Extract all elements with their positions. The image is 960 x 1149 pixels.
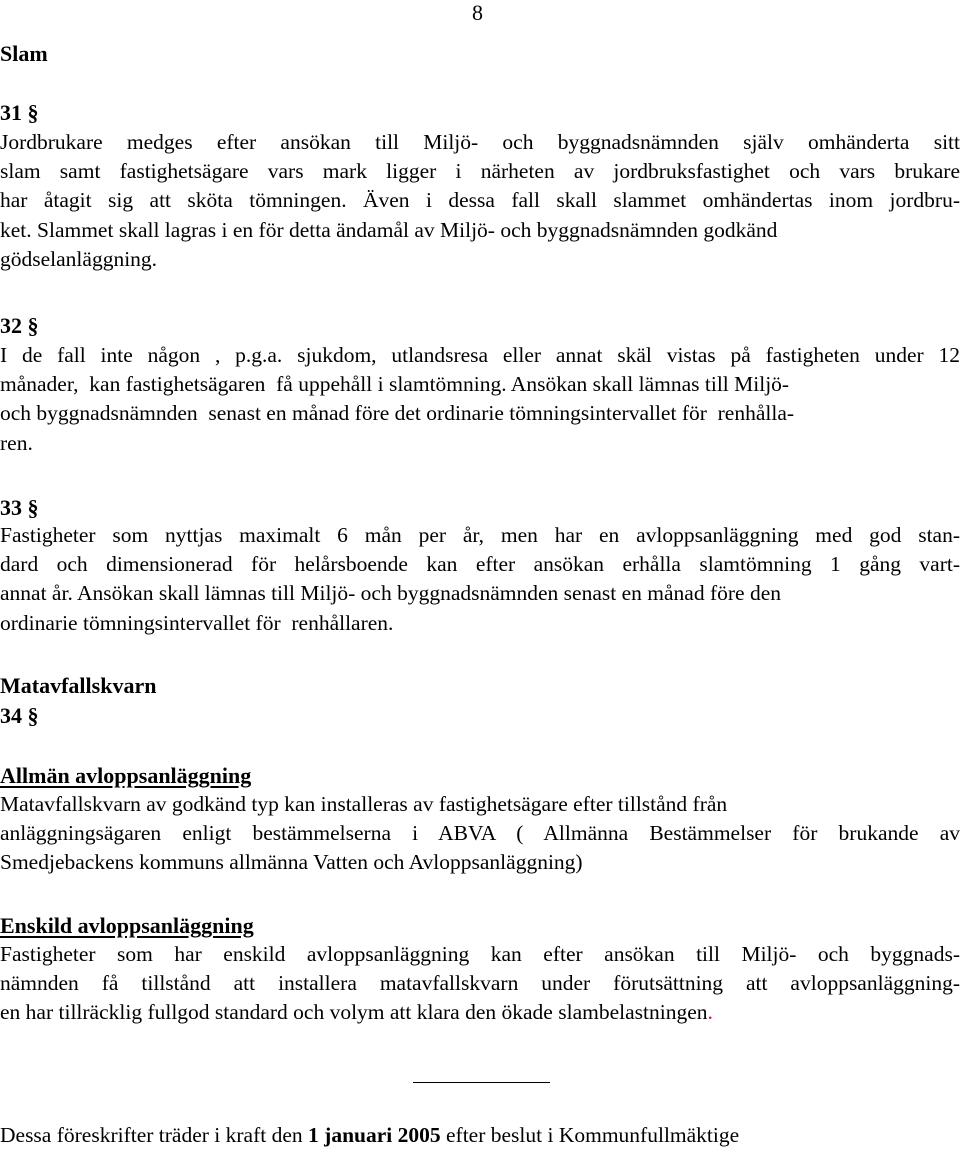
text-line: ren. bbox=[0, 430, 33, 455]
section-33-number: 33 bbox=[0, 495, 22, 520]
text-line: nämnden få tillstånd att installera matavfallskvarn under förutsättning att avloppsanläggning- bbox=[0, 971, 960, 996]
text-line: slam samt fastighetsägare vars mark ligger i närheten av jordbruksfastighet och vars brukare bbox=[0, 159, 960, 184]
heading-allman-avloppsanlaggning: Allmän avloppsanläggning bbox=[0, 763, 252, 788]
section-34-heading bbox=[0, 702, 39, 730]
section-symbol: § bbox=[27, 313, 39, 338]
enskild-paragraph bbox=[0, 940, 960, 1028]
text-line: Fastigheter som har enskild avloppsanläggning kan efter ansökan till Miljö- och byggnads- bbox=[0, 942, 960, 966]
heading-matavfallskvarn: Matavfallskvarn bbox=[0, 673, 157, 698]
text-line: I de fall inte någon , p.g.a. sjukdom, utlandsresa eller annat skäl vistas på fastigheten under 12 bbox=[0, 343, 960, 367]
text-line bbox=[0, 998, 960, 1027]
page-number: 8 bbox=[472, 0, 483, 25]
section-33-paragraph bbox=[0, 521, 960, 638]
text-line: Jordbrukare medges efter ansökan till Miljö- och byggnadsnämnden själv omhänderta sitt bbox=[0, 130, 960, 154]
text-line-main: en har tillräcklig fullgod standard och volym att klara den ökade slambelastningen bbox=[0, 1000, 708, 1025]
footer-after: efter beslut i Kommunfullmäktige bbox=[440, 1123, 740, 1147]
text-line: Fastigheter som nyttjas maximalt 6 mån per år, men har en avloppsanläggning med god stan- bbox=[0, 523, 960, 547]
section-32-number: 32 bbox=[0, 313, 22, 338]
section-symbol: § bbox=[27, 100, 39, 125]
text-line: och byggnadsnämnden senast en månad före det ordinarie tömningsintervallet för renhålla- bbox=[0, 401, 795, 426]
section-31-paragraph bbox=[0, 128, 960, 274]
text-line: annat år. Ansökan skall lämnas till Miljö- och byggnadsnämnden senast en månad före den bbox=[0, 581, 781, 606]
footer-before: Dessa föreskrifter träder i kraft den bbox=[0, 1123, 309, 1147]
text-line: ket. Slammet skall lagras i en för detta ändamål av Miljö- och byggnadsnämnden godkänd bbox=[0, 217, 778, 242]
text-line: månader, kan fastighetsägaren få uppehåll i slamtömning. Ansökan skall lämnas till Miljö- bbox=[0, 372, 790, 397]
heading-slam: Slam bbox=[0, 41, 48, 66]
section-34-number: 34 bbox=[0, 703, 22, 728]
text-line: anläggningsägaren enligt bestämmelserna i ABVA ( Allmänna Bestämmelser för brukande av bbox=[0, 821, 960, 846]
section-31-heading bbox=[0, 99, 39, 127]
section-symbol: § bbox=[27, 495, 39, 520]
section-33-heading bbox=[0, 494, 39, 522]
section-32-paragraph bbox=[0, 341, 960, 458]
red-period: . bbox=[707, 1000, 713, 1025]
text-line: har åtagit sig att sköta tömningen. Även i dessa fall skall slammet omhändertas inom jordbru- bbox=[0, 188, 960, 213]
heading-enskild-avloppsanlaggning: Enskild avloppsanläggning bbox=[0, 913, 254, 938]
text-line: Matavfallskvarn av godkänd typ kan installeras av fastighetsägare efter tillstånd från bbox=[0, 792, 728, 816]
text-line: Smedjebackens kommuns allmänna Vatten och Avloppsanläggning) bbox=[0, 850, 583, 875]
footer-text bbox=[0, 1121, 739, 1149]
text-line: dard och dimensionerad för helårsboende kan efter ansökan erhålla slamtömning 1 gång vart- bbox=[0, 552, 960, 577]
allman-paragraph bbox=[0, 790, 960, 878]
section-32-heading bbox=[0, 312, 39, 340]
text-line: ordinarie tömningsintervallet för renhållaren. bbox=[0, 610, 394, 635]
section-symbol: § bbox=[27, 703, 39, 728]
text-line: gödselanläggning. bbox=[0, 246, 158, 271]
divider-line bbox=[413, 1082, 550, 1083]
footer-date: 1 januari 2005 bbox=[308, 1123, 441, 1147]
section-31-number: 31 bbox=[0, 100, 22, 125]
